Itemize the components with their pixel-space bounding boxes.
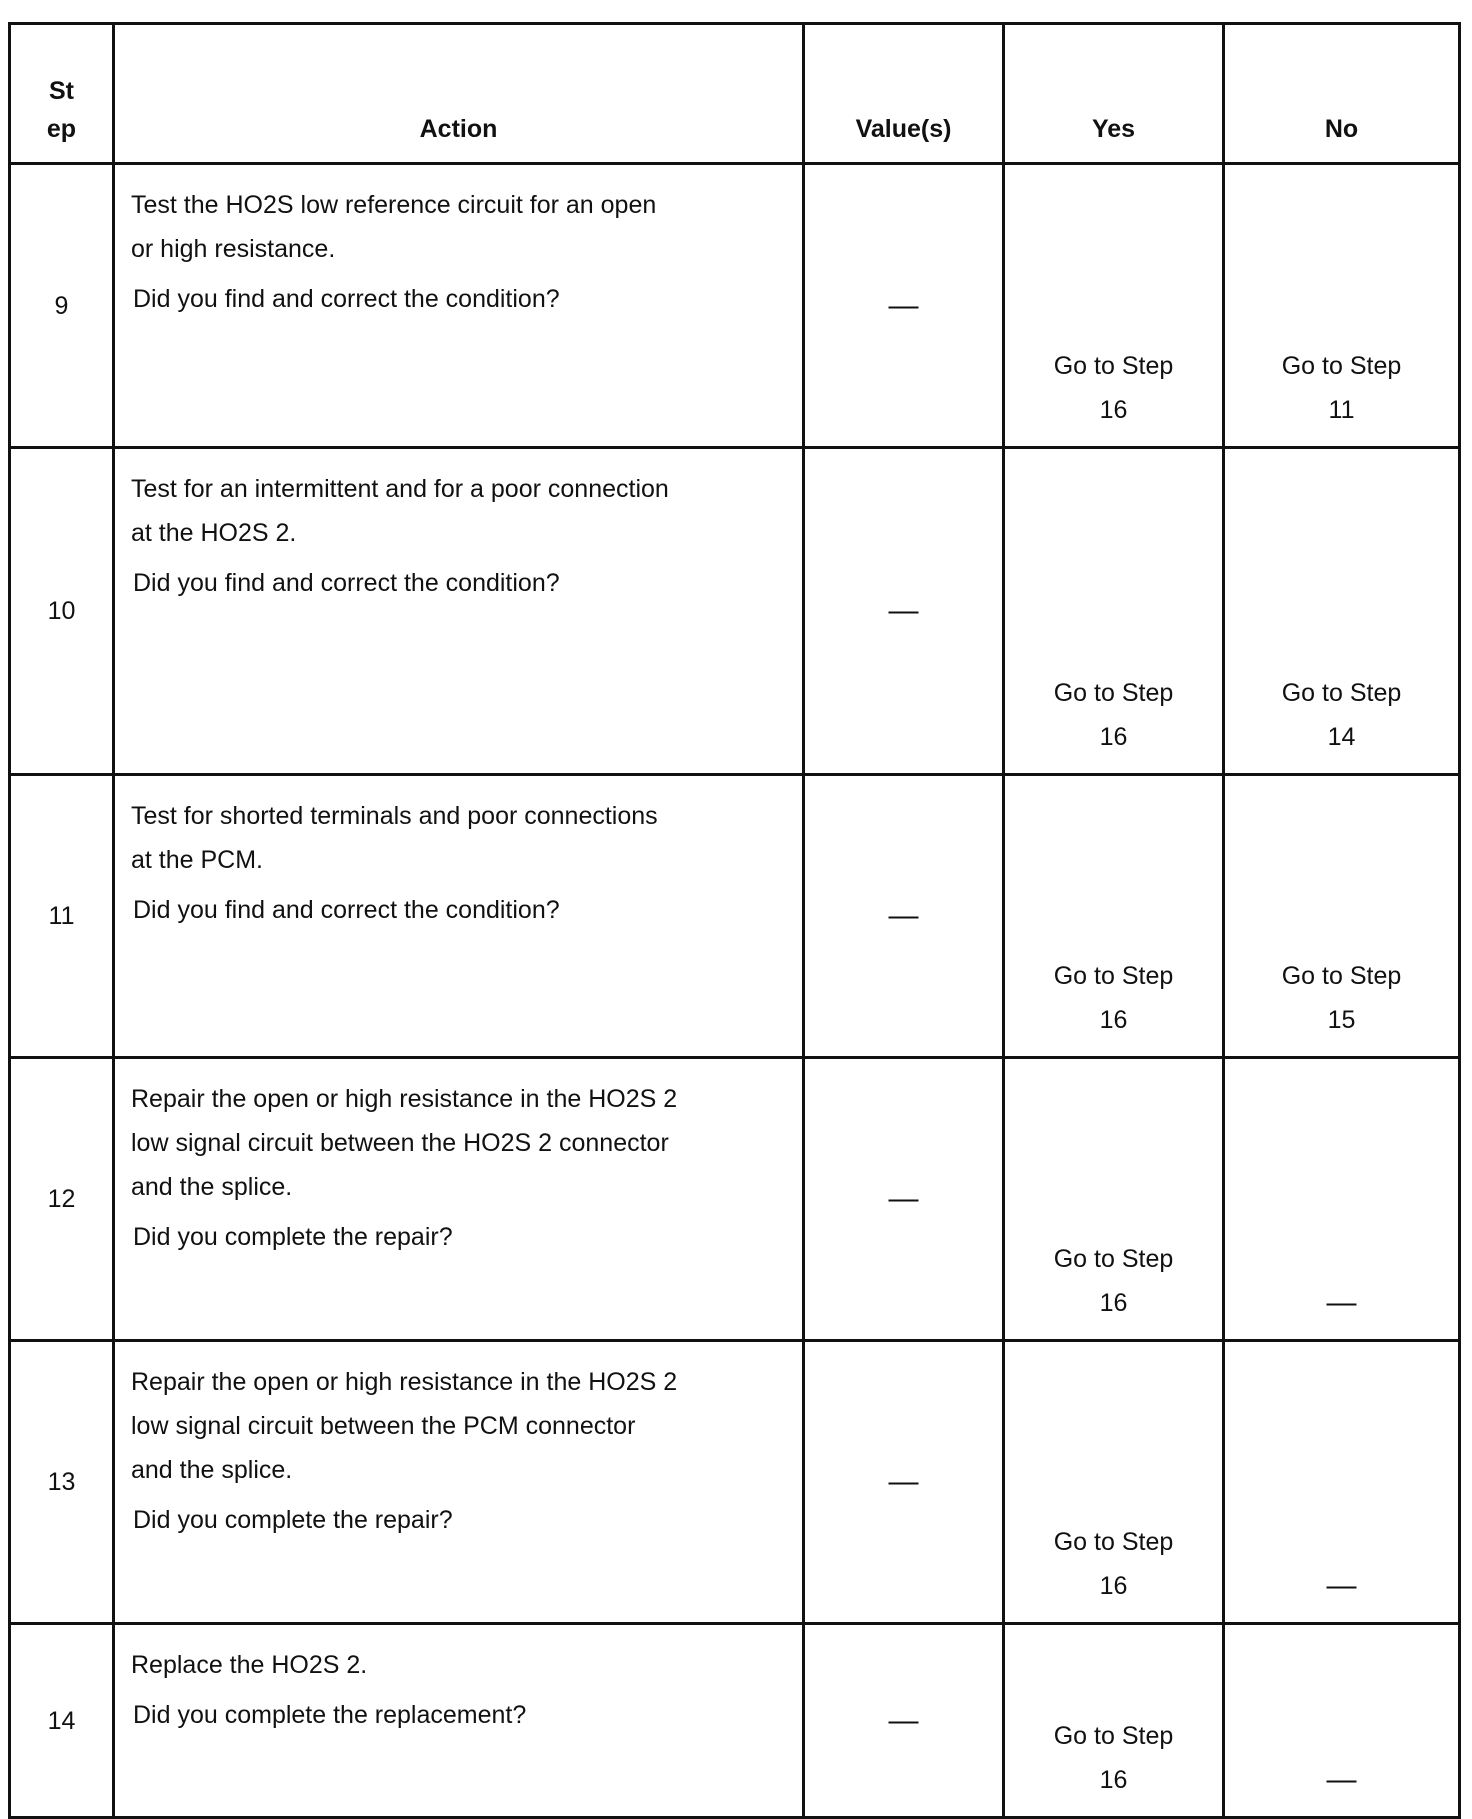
step-number: 10 — [10, 448, 114, 775]
table-row — [10, 1624, 1460, 1818]
no-value: — — [1326, 1763, 1357, 1796]
yes-cell — [1004, 164, 1224, 448]
yes-cell — [1004, 1624, 1224, 1818]
no-value: — — [1326, 1286, 1357, 1319]
yes-cell — [1004, 775, 1224, 1058]
step-number: 9 — [10, 164, 114, 448]
yes-cell — [1004, 1058, 1224, 1341]
action-cell — [114, 1058, 804, 1341]
action-instruction: Replace the HO2S 2. — [131, 1651, 368, 1679]
action-question: Did you find and correct the condition? — [133, 285, 560, 313]
action-question: Did you find and correct the condition? — [133, 569, 560, 597]
no-goto-step: 11 — [1328, 396, 1355, 424]
no-cell — [1224, 164, 1460, 448]
action-cell — [114, 164, 804, 448]
header-no: No — [1224, 24, 1460, 164]
no-cell — [1224, 448, 1460, 775]
no-cell — [1224, 1341, 1460, 1624]
step-number: 11 — [10, 775, 114, 1058]
action-cell — [114, 775, 804, 1058]
diagnostic-table-container — [8, 22, 1458, 1819]
no-goto-label: Go to Step — [1281, 679, 1402, 707]
step-number: 14 — [10, 1624, 114, 1818]
action-cell — [114, 1341, 804, 1624]
action-instruction: Test for an intermittent and for a poor connection at the HO2S 2. — [131, 475, 669, 547]
action-instruction: Test for shorted terminals and poor connections at the PCM. — [131, 802, 658, 874]
yes-goto-step: 16 — [1099, 723, 1128, 751]
yes-goto-step: 16 — [1099, 396, 1128, 424]
yes-goto-label: Go to Step — [1053, 1245, 1174, 1273]
header-action: Action — [114, 24, 804, 164]
table-row — [10, 164, 1460, 448]
action-question: Did you complete the repair? — [133, 1506, 453, 1534]
no-goto-label: Go to Step — [1281, 962, 1402, 990]
value-cell: — — [804, 164, 1004, 448]
table-row — [10, 1341, 1460, 1624]
step-number: 12 — [10, 1058, 114, 1341]
table-row — [10, 1058, 1460, 1341]
yes-goto-step: 16 — [1099, 1006, 1128, 1034]
yes-cell — [1004, 448, 1224, 775]
table-header-row — [10, 24, 1460, 164]
table-row — [10, 775, 1460, 1058]
header-values: Value(s) — [804, 24, 1004, 164]
value-cell: — — [804, 448, 1004, 775]
action-instruction: Test the HO2S low reference circuit for an open or high resistance. — [131, 191, 657, 263]
action-question: Did you complete the replacement? — [133, 1701, 527, 1729]
header-step: St ep — [10, 24, 114, 164]
header-yes: Yes — [1004, 24, 1224, 164]
no-goto-step: 14 — [1327, 723, 1356, 751]
action-instruction: Repair the open or high resistance in the HO2S 2 low signal circuit between the HO2S 2 connector and the splice. — [131, 1085, 678, 1201]
diagnostic-steps-table — [8, 22, 1461, 1819]
value-cell: — — [804, 1058, 1004, 1341]
value-cell: — — [804, 1624, 1004, 1818]
action-instruction: Repair the open or high resistance in the HO2S 2 low signal circuit between the PCM connector and the splice. — [131, 1368, 678, 1484]
action-cell — [114, 1624, 804, 1818]
no-cell — [1224, 1058, 1460, 1341]
step-number: 13 — [10, 1341, 114, 1624]
yes-goto-step: 16 — [1099, 1572, 1128, 1600]
action-question: Did you complete the repair? — [133, 1223, 453, 1251]
yes-goto-label: Go to Step — [1053, 1528, 1174, 1556]
no-goto-label: Go to Step — [1281, 352, 1402, 380]
yes-goto-label: Go to Step — [1053, 679, 1174, 707]
value-cell: — — [804, 775, 1004, 1058]
yes-goto-label: Go to Step — [1053, 1722, 1174, 1750]
no-goto-step: 15 — [1327, 1006, 1356, 1034]
action-question: Did you find and correct the condition? — [133, 896, 560, 924]
value-cell: — — [804, 1341, 1004, 1624]
no-cell — [1224, 775, 1460, 1058]
table-row — [10, 448, 1460, 775]
action-cell — [114, 448, 804, 775]
yes-goto-step: 16 — [1099, 1289, 1128, 1317]
no-value: — — [1326, 1569, 1357, 1602]
no-cell — [1224, 1624, 1460, 1818]
yes-cell — [1004, 1341, 1224, 1624]
yes-goto-label: Go to Step — [1053, 962, 1174, 990]
yes-goto-label: Go to Step — [1053, 352, 1174, 380]
yes-goto-step: 16 — [1099, 1766, 1128, 1794]
